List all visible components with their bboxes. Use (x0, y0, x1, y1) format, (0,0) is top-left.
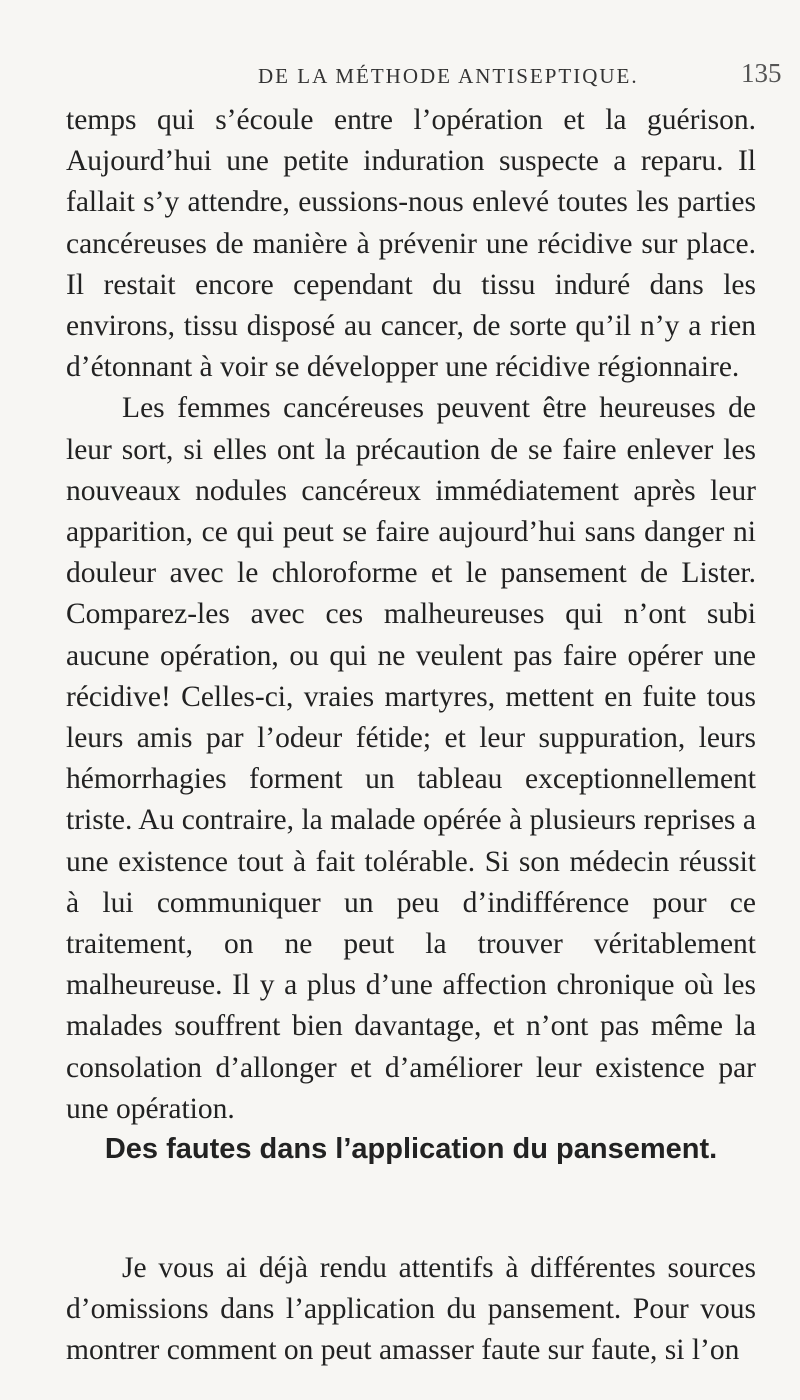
paragraph: Les femmes cancéreuses peuvent être heureuses de leur sort, si elles ont la précaution de se faire enlever les nouveaux nodules cancéreux immédiatement après leur apparition, ce qui peut se faire aujourd’hui sans danger ni douleur avec le chloroforme et le pansement de Lister. Comparez-les avec ces malheureuses qui n’ont subi aucune opération, ou qui ne veulent pas faire opérer une récidive! Celles-ci, vraies martyres, mettent en fuite tous leurs amis par l’odeur fétide; et leur suppuration, leurs hémorrhagies forment un tableau exceptionnellement triste. Au contraire, la malade opérée à plusieurs reprises a une existence tout à fait tolérable. Si son médecin réussit à lui communiquer un peu d’indifférence pour ce traitement, on ne peut la trouver véritablement malheureuse. Il y a plus d’une affection chronique où les malades souffrent bien davantage, et n’ont pas même la consolation d’allonger et d’améliorer leur existence par une opération. (66, 392, 756, 1125)
main-text (66, 100, 756, 1130)
running-title: DE LA MÉTHODE ANTISEPTIQUE. (258, 64, 639, 88)
section-text (66, 1248, 756, 1372)
paragraph-continuation: temps qui s’écoule entre l’opération et la guérison. Aujourd’hui une petite induration suspecte a reparu. Il fallait s’y attendre, eussions-nous enlevé toutes les parties cancéreuses de manière à prévenir une récidive sur place. Il restait encore cependant du tissu induré dans les environs, tissu disposé au cancer, de sorte qu’il n’y a rien d’étonnant à voir se développer une récidive régionnaire. (66, 104, 756, 384)
page-number: 135 (741, 58, 782, 88)
section-heading: Des fautes dans l’application du pansement. (104, 1133, 718, 1165)
paragraph: Je vous ai déjà rendu attentifs à différentes sources d’omissions dans l’application du pansement. Pour vous montrer comment on peut amasser faute sur faute, si l’on (66, 1252, 756, 1367)
running-head (0, 58, 800, 98)
